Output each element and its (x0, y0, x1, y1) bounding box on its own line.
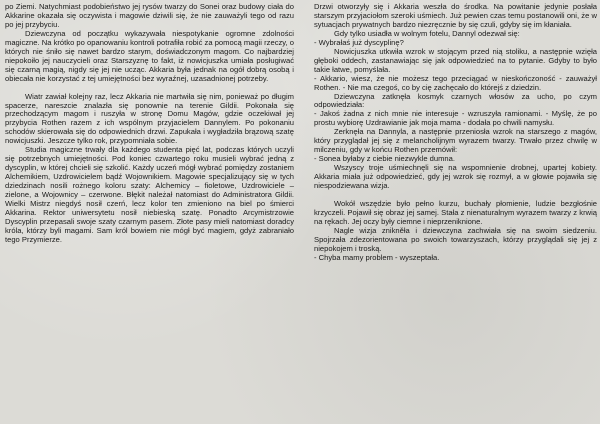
right-paragraph-6: Wszyscy troje uśmiechnęli się na wspomnienie drobnej, upartej kobiety. Akkaria miała już odpowiedzieć, gdy jej wzrok się rozmył, a w głowie pojawiła się niespodziewana wizja. (314, 163, 597, 191)
right-paragraph-4: Dziewczyna zatknęła kosmyk czarnych włosów za ucho, po czym odpowiedziała: (314, 91, 597, 110)
right-paragraph-5: Zerknęła na Dannyla, a następnie przeniosła wzrok na starszego z magów, który przyglądał jej się z melancholijnym wyrazem twarzy. Trwało przez chwilę w milczeniu, gdy w końcu Rothen przemówił: (314, 127, 597, 155)
right-paragraph-8: Nagle wizja znikněła i dziewczyna zachwiała się na swoim siedzeniu. Spojrzała zdezorientowana po swoich towarzyszach, którzy przyglądali się jej z niepokojem i troską. (314, 225, 597, 253)
right-paragraph-1: Drzwi otworzyły się i Akkaria weszła do środka. Na powitanie jedynie posłała starszym przyjaciołom szeroki uśmiech. Już pewien czas temu postanowili oni, że w sytuacjach prywatnych bardzo niezręcznie by się czuli, gdyby się im kłaniała. (314, 2, 597, 29)
right-paragraph-7: Wokół wszędzie było pełno kurzu, buchały płomienie, ludzie bezgłośnie krzyczeli. Pojawił się obraz jej samej. Stała z nienaturalnym wyrazem twarzy z krwią na rękach. Jej oczy były ciemne i nieprzeniknione. (314, 199, 597, 226)
dialogue-line: - Akkario, wiesz, że nie możesz tego przeciągać w nieskończoność - zauważył Rothen. - Nie ma czegoś, co by cię zachęcało do którejś z dziedzin. (314, 73, 597, 92)
dialogue-line: - Jakoś żadna z nich mnie nie interesuje - wzruszyła ramionami. - Myślę, że po prostu wybiorę Uzdrawianie jak moja mama - dodała po chwili namysłu. (314, 109, 597, 128)
left-paragraph-1: po Ziemi. Natychmiast podobieństwo jej rysów twarzy do Sonei oraz budowy ciała do Akkarine okazała się oczywista i magowie dziwili się, że nie zauważyli tego od razu po jej przybyciu. (5, 2, 294, 29)
dialogue-line: - Chyba mamy problem - wyszeptała. (314, 252, 440, 262)
left-paragraph-3: Wiatr zawiał kolejny raz, lecz Akkaria nie martwiła się nim, ponieważ po długim spacerze, nareszcie znalazła się ponownie na terenie Gildii. Pokonała się przechodzącym magom i ruszyła w stronę Domu Magów, gdzie oczekiwał jej przybycia Rothen razem z ich wspólnym przyjacielem Dannylem. Po pokonaniu schodów skierowała się do odpowiednich drzwi. Zapukała i wygładziła brązową szatę nowicjuszki. Jeszcze tylko rok, przypomniała sobie. (5, 91, 294, 146)
left-paragraph-2: Dziewczyna od początku wykazywała niespotykanie ogromne zdolności magiczne. Na krótko po opanowaniu kontroli potrafiła robić za pomocą magii rzeczy, o których nie śniło się nawet bardzo starym, doświadczonym magom. Co najbardziej niepokoiło jej nauczycieli oraz Starszyznę to fakt, iż nowicjuszka umiała posługiwać się czarną magią, nigdy się jej nie ucząc. Akkaria była jednak na ogół dobrą osobą i obiecała nie korzystać z tej umiejętności bez wyraźnej, uzasadnionej potrzeby. (5, 28, 294, 83)
right-page (314, 3, 597, 263)
left-page (5, 3, 294, 245)
left-paragraph-4: Studia magiczne trwały dla każdego studenta pięć lat, podczas których uczyli się potrzebnych umiejętności. Pod koniec czwartego roku musieli wybrać jedną z dyscyplin, w której chcieli się szkolić. Każdy uczeń mógł wybrać pomiędzy zostaniem Alchemikiem, Uzdrowicielem bądź Wojownikiem. Magowie specjalizujący się w tych dziedzinach nosili rożnego koloru szaty: Alchemicy – fioletowe, Uzdrowiciele – zielone, a Wojownicy – czerwone. Błękit należał natomiast do Administratora Gildii. Wielki Mistrz niegdyś nosił czerń, lecz kolor ten zmieniono na biel po śmierci Akkarina. Rektor uniwersytetu nosił niebieską szatę. Ponadto Arcymistrzowie Dyscyplin przepasali swoje szaty czarnym pasem. Złote pasy mieli natomiast doradcy króla, którzy byli magami. Sam król bowiem nie mógł być magiem, gdyż zabraniało tego Przymierze. (5, 145, 294, 244)
right-paragraph-2: Gdy tylko usiadła w wolnym fotelu, Dannyl odezwał się: (334, 28, 520, 38)
dialogue-line: - Wybrałaś już dyscyplinę? (314, 37, 404, 47)
dialogue-line: - Sonea byłaby z ciebie niezwykle dumna. (314, 154, 455, 164)
right-paragraph-3: Nowicjuszka utkwiła wzrok w stojącym przed nią stoliku, a następnie wzięła głęboki oddech, zastanawiając się jak odpowiedzieć na to pytanie. Gdyby to było takie łatwe, pomyślała. (314, 46, 597, 74)
